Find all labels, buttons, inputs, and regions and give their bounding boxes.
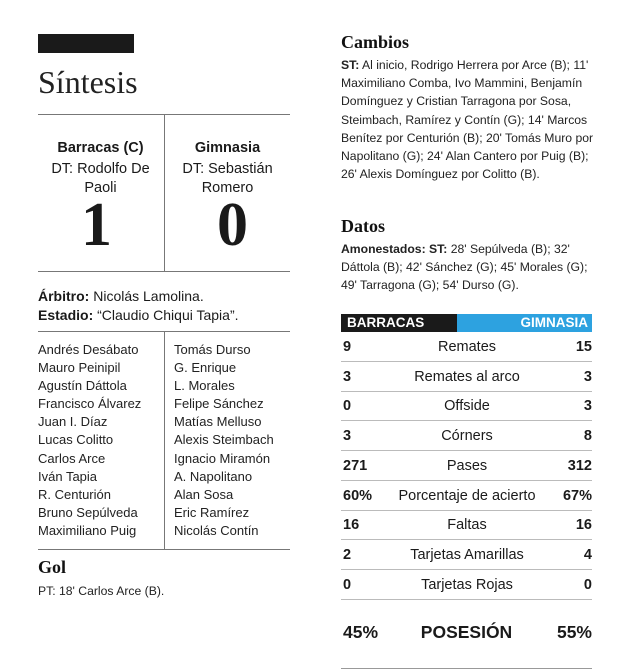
divider bbox=[38, 549, 290, 550]
home-score: 1 bbox=[81, 191, 112, 259]
stat-away-value: 67% bbox=[562, 487, 592, 504]
stats-header bbox=[341, 314, 592, 332]
stat-label: Pases bbox=[446, 457, 488, 474]
stat-away-value: 312 bbox=[567, 457, 592, 474]
player-name: Mauro Peinipil bbox=[38, 360, 121, 376]
page-title: Síntesis bbox=[38, 64, 138, 100]
lineup-divider bbox=[164, 331, 165, 549]
stat-home-value: 3 bbox=[343, 368, 352, 385]
player-name: G. Enrique bbox=[174, 360, 237, 376]
player-name: Carlos Arce bbox=[38, 450, 106, 466]
stat-label: Offside bbox=[444, 398, 490, 415]
divider bbox=[38, 271, 290, 272]
stat-home-value: 0 bbox=[343, 576, 352, 593]
stat-away-value: 3 bbox=[583, 368, 592, 385]
header-black-bar bbox=[38, 34, 134, 53]
home-team bbox=[38, 138, 163, 198]
possession-label: POSESIÓN bbox=[420, 622, 513, 642]
gol-text: PT: 18' Carlos Arce (B). bbox=[38, 584, 165, 598]
cambios-text: ST: Al inicio, Rodrigo Herrera por Arce (B); 11' Maximiliano Comba, Ivo Mammini, Benjamín Domínguez y Cristian Tarragona por Sosa, Steimbach, Ramírez y Contín (G); 14' Marcos Benítez por Centurión (B); 20' Tomás Muro por Napolitano (G); 24' Alan Cantero por Puig (B); 26' Alexis Domínguez por Colitto (B). bbox=[341, 58, 594, 182]
player-name: Eric Ramírez bbox=[174, 504, 250, 520]
stat-row bbox=[341, 482, 592, 511]
stat-label: Porcentaje de acierto bbox=[398, 487, 536, 504]
away-team-name: Gimnasia bbox=[194, 140, 261, 156]
stat-away-value: 15 bbox=[575, 339, 592, 355]
away-possession: 55% bbox=[556, 622, 592, 642]
player-name: Maximiliano Puig bbox=[38, 522, 137, 538]
datos-heading: Datos bbox=[341, 216, 385, 236]
stat-label: Remates bbox=[437, 339, 497, 355]
stat-row bbox=[341, 333, 592, 362]
stat-row bbox=[341, 363, 592, 392]
stat-away-value: 0 bbox=[583, 576, 592, 593]
player-name: Iván Tapia bbox=[38, 468, 98, 484]
stat-label: Tarjetas Rojas bbox=[421, 576, 513, 593]
stat-label: Tarjetas Amarillas bbox=[410, 546, 524, 563]
stat-row bbox=[341, 511, 592, 540]
stat-home-value: 271 bbox=[343, 457, 368, 474]
player-name: Alexis Steimbach bbox=[174, 432, 274, 448]
player-name: Felipe Sánchez bbox=[174, 396, 264, 412]
stat-row bbox=[341, 392, 592, 421]
home-label: BARRACAS bbox=[347, 315, 425, 330]
stat-label: Faltas bbox=[447, 517, 487, 534]
datos-text: Amonestados: ST: 28' Sepúlveda (B); 32' Dáttola (B); 42' Sánchez (G); 45' Morales (G); 49' Tarragona (G); 54' Durso (G). bbox=[341, 242, 588, 293]
referee: Árbitro: Nicolás Lamolina. bbox=[38, 288, 204, 304]
player-name: Bruno Sepúlveda bbox=[38, 504, 138, 520]
stat-row bbox=[341, 452, 592, 481]
stat-home-value: 2 bbox=[343, 546, 352, 563]
stat-home-value: 16 bbox=[343, 517, 360, 534]
away-label: GIMNASIA bbox=[520, 315, 588, 330]
away-score: 0 bbox=[217, 191, 248, 259]
home-coach: DT: Rodolfo De Paoli bbox=[51, 161, 150, 196]
away-team bbox=[165, 138, 290, 198]
away-lineup bbox=[174, 341, 274, 540]
home-lineup bbox=[38, 341, 141, 540]
player-name: L. Morales bbox=[174, 378, 235, 394]
stat-row bbox=[341, 541, 592, 570]
player-name: Matías Melluso bbox=[174, 414, 262, 430]
row-divider bbox=[341, 599, 592, 600]
stat-home-value: 0 bbox=[343, 398, 352, 415]
stat-row bbox=[341, 422, 592, 451]
gol-heading: Gol bbox=[38, 557, 67, 577]
player-name: Tomás Durso bbox=[174, 342, 251, 357]
stat-label: Remates al arco bbox=[414, 368, 520, 385]
player-name: Nicolás Contín bbox=[174, 522, 259, 538]
stat-away-value: 16 bbox=[575, 517, 592, 534]
player-name: Agustín Dáttola bbox=[38, 378, 127, 394]
stat-home-value: 9 bbox=[343, 339, 352, 355]
stat-home-value: 60% bbox=[343, 487, 373, 504]
player-name: Alan Sosa bbox=[174, 486, 234, 502]
stadium: Estadio: “Claudio Chiqui Tapia”. bbox=[38, 307, 239, 323]
possession-row bbox=[341, 622, 592, 646]
divider bbox=[341, 668, 592, 669]
stat-away-value: 8 bbox=[583, 428, 592, 445]
player-name: Lucas Colitto bbox=[38, 432, 114, 448]
player-name: Juan I. Díaz bbox=[38, 414, 108, 430]
player-name: Ignacio Miramón bbox=[174, 450, 271, 466]
stat-away-value: 3 bbox=[583, 398, 592, 415]
away-label-bar bbox=[457, 314, 592, 332]
player-name: Andrés Desábato bbox=[38, 342, 139, 357]
player-name: Francisco Álvarez bbox=[38, 396, 142, 412]
stat-away-value: 4 bbox=[583, 546, 592, 563]
home-possession: 45% bbox=[343, 622, 379, 642]
cambios-heading: Cambios bbox=[341, 32, 410, 52]
player-name: R. Centurión bbox=[38, 486, 111, 502]
player-name: A. Napolitano bbox=[174, 468, 253, 484]
stat-label: Córners bbox=[441, 428, 493, 445]
away-coach: DT: Sebastián Romero bbox=[182, 161, 273, 196]
stat-home-value: 3 bbox=[343, 428, 352, 445]
home-team-name: Barracas (C) bbox=[57, 140, 144, 156]
stat-row bbox=[341, 571, 592, 600]
